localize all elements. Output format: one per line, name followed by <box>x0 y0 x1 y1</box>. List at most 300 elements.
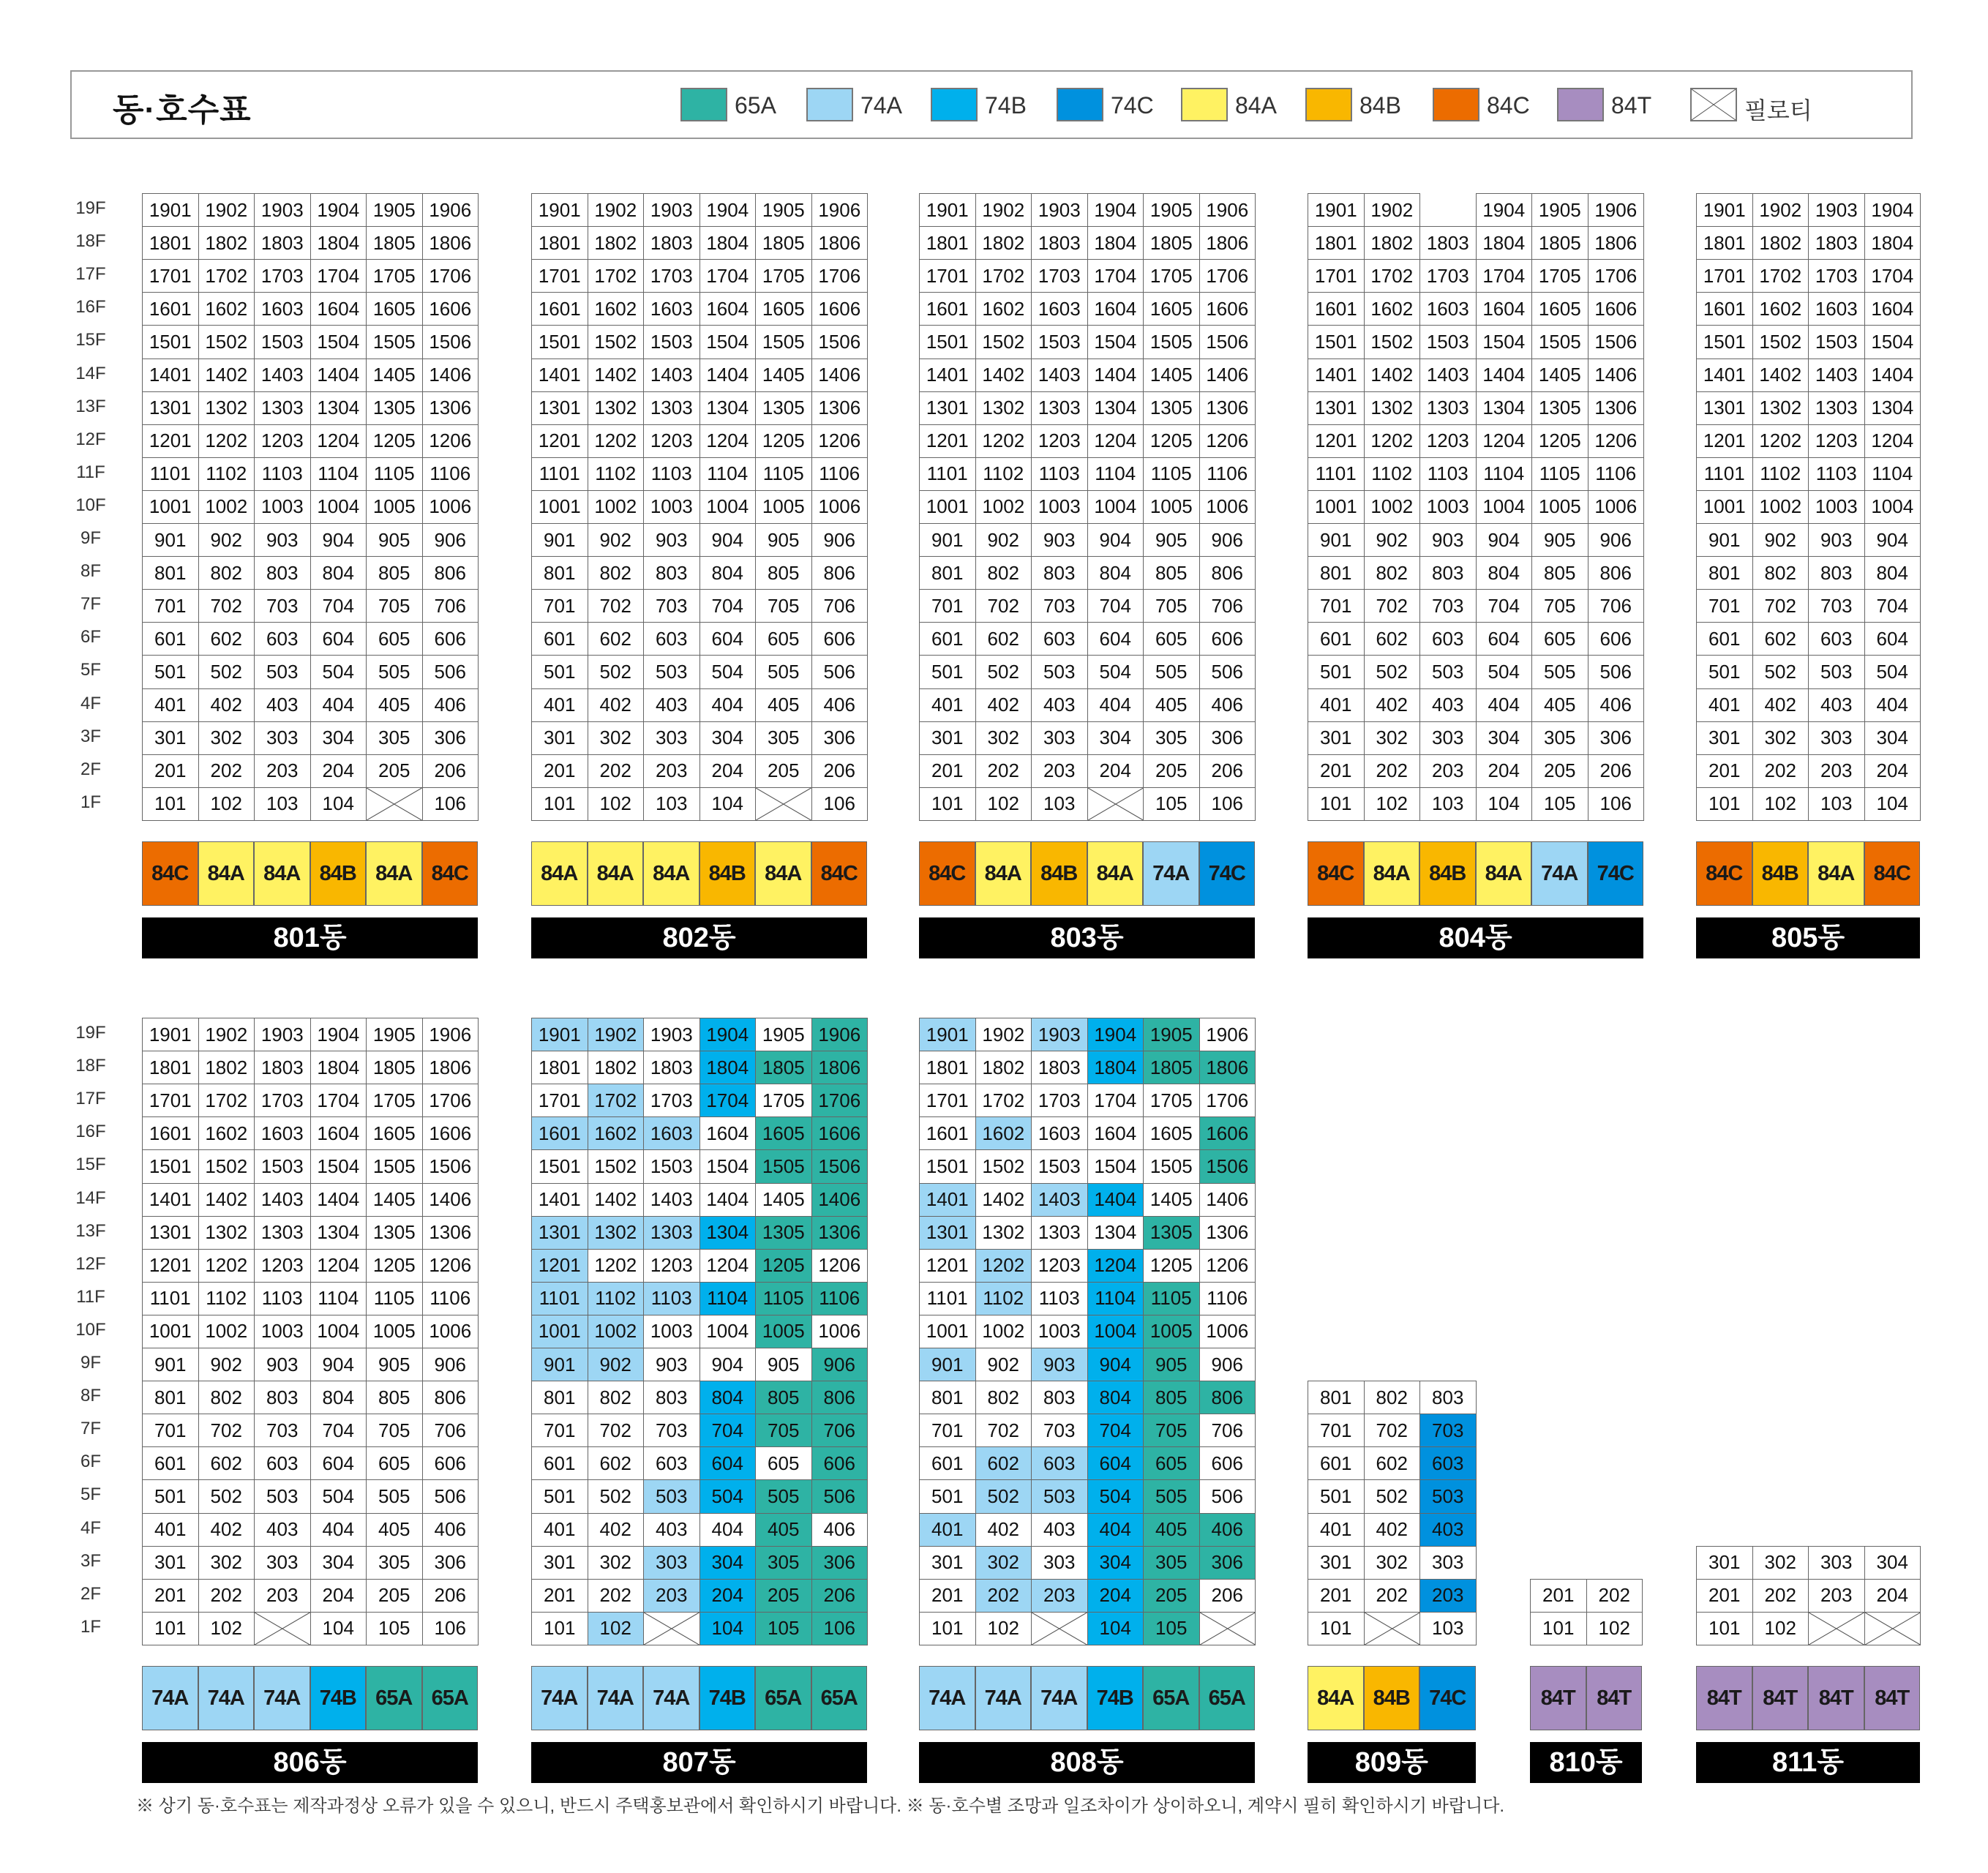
unit-cell[interactable]: 1403 <box>255 359 311 391</box>
unit-cell[interactable]: 903 <box>255 524 311 557</box>
unit-cell[interactable]: 803 <box>1420 1381 1477 1414</box>
unit-cell[interactable]: 1302 <box>198 391 255 424</box>
unit-cell[interactable]: 1403 <box>1032 359 1088 391</box>
unit-cell[interactable]: 1803 <box>644 227 700 260</box>
unit-cell[interactable]: 702 <box>198 590 255 623</box>
unit-cell[interactable]: 1906 <box>422 1018 479 1051</box>
unit-cell[interactable]: 306 <box>422 1546 479 1579</box>
unit-cell[interactable]: 1503 <box>1032 1150 1088 1183</box>
unit-cell[interactable]: 1005 <box>756 490 812 523</box>
unit-cell[interactable]: 1301 <box>532 1216 588 1249</box>
unit-cell[interactable]: 1005 <box>756 1315 812 1348</box>
unit-cell[interactable]: 1602 <box>588 1117 644 1150</box>
unit-cell[interactable]: 1206 <box>422 424 479 457</box>
unit-cell[interactable]: 1806 <box>811 1051 868 1084</box>
unit-cell[interactable]: 606 <box>1199 1447 1256 1480</box>
unit-cell[interactable]: 902 <box>1752 524 1809 557</box>
unit-cell[interactable]: 704 <box>1476 590 1532 623</box>
unit-cell[interactable]: 502 <box>1752 656 1809 688</box>
unit-cell[interactable]: 102 <box>198 1612 255 1645</box>
unit-cell[interactable]: 101 <box>532 787 588 820</box>
unit-cell[interactable]: 501 <box>143 1480 199 1513</box>
unit-cell[interactable]: 1602 <box>198 293 255 326</box>
unit-cell[interactable]: 1604 <box>699 293 756 326</box>
unit-cell[interactable]: 1003 <box>1809 490 1865 523</box>
unit-cell[interactable]: 402 <box>975 1513 1032 1546</box>
unit-cell[interactable]: 901 <box>920 1348 976 1381</box>
unit-cell[interactable]: 1302 <box>975 391 1032 424</box>
unit-cell[interactable]: 904 <box>1087 524 1144 557</box>
unit-cell[interactable]: 105 <box>1144 1612 1200 1645</box>
unit-cell[interactable]: 1302 <box>198 1216 255 1249</box>
unit-cell[interactable]: 701 <box>143 590 199 623</box>
unit-cell[interactable]: 606 <box>1588 623 1644 656</box>
unit-cell[interactable]: 205 <box>1144 754 1200 787</box>
unit-cell[interactable]: 1504 <box>1864 326 1921 359</box>
unit-cell[interactable]: 105 <box>367 1612 423 1645</box>
unit-cell[interactable]: 1106 <box>1199 457 1256 490</box>
unit-cell[interactable]: 1601 <box>920 293 976 326</box>
unit-cell[interactable]: 1603 <box>1420 293 1477 326</box>
unit-cell[interactable]: 303 <box>1032 1546 1088 1579</box>
unit-cell[interactable]: 503 <box>644 656 700 688</box>
unit-cell[interactable]: 1301 <box>1697 391 1753 424</box>
unit-cell[interactable]: 601 <box>143 1447 199 1480</box>
unit-cell[interactable]: 1602 <box>975 293 1032 326</box>
unit-cell[interactable]: 1905 <box>1144 1018 1200 1051</box>
unit-cell[interactable]: 403 <box>644 688 700 721</box>
unit-cell[interactable]: 206 <box>1199 754 1256 787</box>
unit-cell[interactable]: 1004 <box>1087 490 1144 523</box>
unit-cell[interactable]: 404 <box>699 1513 756 1546</box>
unit-cell[interactable]: 1003 <box>1032 1315 1088 1348</box>
unit-cell[interactable]: 905 <box>1532 524 1588 557</box>
unit-cell[interactable]: 1202 <box>198 1249 255 1282</box>
unit-cell[interactable]: 1605 <box>1144 1117 1200 1150</box>
unit-cell[interactable]: 801 <box>920 557 976 590</box>
unit-cell[interactable]: 1501 <box>143 1150 199 1183</box>
unit-cell[interactable]: 502 <box>588 1480 644 1513</box>
unit-cell[interactable]: 1701 <box>532 1084 588 1117</box>
unit-cell[interactable]: 101 <box>1308 1612 1365 1645</box>
unit-cell[interactable]: 804 <box>699 1381 756 1414</box>
unit-cell[interactable]: 1406 <box>1199 1183 1256 1216</box>
unit-cell[interactable]: 703 <box>644 1414 700 1447</box>
unit-cell[interactable]: 803 <box>255 557 311 590</box>
unit-cell[interactable]: 204 <box>310 754 367 787</box>
unit-cell[interactable]: 406 <box>422 1513 479 1546</box>
unit-cell[interactable]: 202 <box>198 754 255 787</box>
unit-cell[interactable]: 1802 <box>588 227 644 260</box>
unit-cell[interactable]: 502 <box>1364 656 1420 688</box>
unit-cell[interactable]: 201 <box>532 754 588 787</box>
unit-cell[interactable]: 705 <box>756 1414 812 1447</box>
unit-cell[interactable]: 405 <box>1144 1513 1200 1546</box>
unit-cell[interactable]: 902 <box>975 1348 1032 1381</box>
unit-cell[interactable]: 1604 <box>1476 293 1532 326</box>
unit-cell[interactable]: 1006 <box>1199 490 1256 523</box>
unit-cell[interactable]: 705 <box>367 590 423 623</box>
unit-cell[interactable]: 1505 <box>1144 1150 1200 1183</box>
unit-cell[interactable]: 303 <box>255 1546 311 1579</box>
unit-cell[interactable]: 1803 <box>1809 227 1865 260</box>
unit-cell[interactable]: 1601 <box>920 1117 976 1150</box>
unit-cell[interactable]: 1305 <box>367 391 423 424</box>
unit-cell[interactable]: 1103 <box>1032 457 1088 490</box>
unit-cell[interactable]: 1202 <box>1364 424 1420 457</box>
unit-cell[interactable]: 502 <box>198 1480 255 1513</box>
unit-cell[interactable]: 706 <box>422 590 479 623</box>
unit-cell[interactable]: 703 <box>644 590 700 623</box>
unit-cell[interactable]: 1804 <box>310 1051 367 1084</box>
unit-cell[interactable]: 901 <box>532 524 588 557</box>
unit-cell[interactable]: 1602 <box>975 1117 1032 1150</box>
unit-cell[interactable]: 806 <box>1199 1381 1256 1414</box>
unit-cell[interactable]: 301 <box>1697 1546 1753 1579</box>
unit-cell[interactable]: 805 <box>367 557 423 590</box>
unit-cell[interactable]: 1204 <box>1864 424 1921 457</box>
unit-cell[interactable]: 404 <box>1476 688 1532 721</box>
unit-cell[interactable]: 702 <box>975 590 1032 623</box>
unit-cell[interactable]: 301 <box>1308 721 1365 754</box>
unit-cell[interactable]: 101 <box>143 1612 199 1645</box>
unit-cell[interactable]: 1906 <box>1199 194 1256 227</box>
unit-cell[interactable]: 1106 <box>422 1282 479 1315</box>
unit-cell[interactable]: 1003 <box>1032 490 1088 523</box>
unit-cell[interactable]: 1304 <box>1864 391 1921 424</box>
unit-cell[interactable]: 106 <box>1199 787 1256 820</box>
unit-cell[interactable]: 505 <box>367 656 423 688</box>
unit-cell[interactable]: 604 <box>699 623 756 656</box>
unit-cell[interactable]: 1402 <box>588 1183 644 1216</box>
unit-cell[interactable]: 1905 <box>367 194 423 227</box>
unit-cell[interactable]: 1401 <box>143 1183 199 1216</box>
unit-cell[interactable]: 602 <box>198 1447 255 1480</box>
unit-cell[interactable]: 1704 <box>699 260 756 293</box>
unit-cell[interactable]: 1602 <box>198 1117 255 1150</box>
unit-cell[interactable]: 1603 <box>644 1117 700 1150</box>
unit-cell[interactable]: 701 <box>532 1414 588 1447</box>
unit-cell[interactable]: 1302 <box>588 391 644 424</box>
unit-cell[interactable]: 204 <box>1864 1579 1921 1612</box>
unit-cell[interactable]: 1804 <box>1476 227 1532 260</box>
unit-cell[interactable]: 1006 <box>1588 490 1644 523</box>
unit-cell[interactable]: 1903 <box>644 1018 700 1051</box>
unit-cell[interactable]: 406 <box>811 688 868 721</box>
unit-cell[interactable]: 906 <box>1199 524 1256 557</box>
unit-cell[interactable]: 1101 <box>1697 457 1753 490</box>
unit-cell[interactable]: 1002 <box>975 490 1032 523</box>
unit-cell[interactable]: 1603 <box>644 293 700 326</box>
unit-cell[interactable]: 1503 <box>1420 326 1477 359</box>
unit-cell[interactable]: 1606 <box>422 1117 479 1150</box>
unit-cell[interactable]: 702 <box>198 1414 255 1447</box>
unit-cell[interactable]: 1103 <box>1809 457 1865 490</box>
unit-cell[interactable]: 1405 <box>1144 359 1200 391</box>
unit-cell[interactable]: 1805 <box>367 227 423 260</box>
unit-cell[interactable]: 205 <box>1532 754 1588 787</box>
unit-cell[interactable]: 1106 <box>1588 457 1644 490</box>
unit-cell[interactable]: 1202 <box>1752 424 1809 457</box>
unit-cell[interactable]: 1802 <box>975 227 1032 260</box>
unit-cell[interactable]: 1506 <box>811 326 868 359</box>
unit-cell[interactable]: 1105 <box>367 1282 423 1315</box>
unit-cell[interactable]: 503 <box>644 1480 700 1513</box>
unit-cell[interactable]: 1702 <box>975 1084 1032 1117</box>
unit-cell[interactable]: 205 <box>367 754 423 787</box>
unit-cell[interactable]: 202 <box>198 1579 255 1612</box>
unit-cell[interactable]: 506 <box>1588 656 1644 688</box>
unit-cell[interactable]: 503 <box>1032 1480 1088 1513</box>
unit-cell[interactable]: 1805 <box>1144 1051 1200 1084</box>
unit-cell[interactable]: 505 <box>756 656 812 688</box>
unit-cell[interactable]: 1006 <box>811 1315 868 1348</box>
unit-cell[interactable]: 504 <box>1476 656 1532 688</box>
unit-cell[interactable]: 1702 <box>198 260 255 293</box>
unit-cell[interactable]: 503 <box>1809 656 1865 688</box>
unit-cell[interactable]: 1005 <box>1532 490 1588 523</box>
unit-cell[interactable]: 1701 <box>920 1084 976 1117</box>
unit-cell[interactable]: 704 <box>699 590 756 623</box>
unit-cell[interactable]: 306 <box>1588 721 1644 754</box>
unit-cell[interactable]: 1105 <box>1144 457 1200 490</box>
unit-cell[interactable]: 1803 <box>255 227 311 260</box>
unit-cell[interactable]: 605 <box>1532 623 1588 656</box>
unit-cell[interactable]: 704 <box>1864 590 1921 623</box>
unit-cell[interactable]: 1103 <box>1420 457 1477 490</box>
unit-cell[interactable]: 1503 <box>1032 326 1088 359</box>
unit-cell[interactable]: 1704 <box>310 1084 367 1117</box>
unit-cell[interactable]: 904 <box>1864 524 1921 557</box>
unit-cell[interactable]: 1905 <box>1144 194 1200 227</box>
unit-cell[interactable]: 602 <box>975 623 1032 656</box>
unit-cell[interactable]: 706 <box>1199 590 1256 623</box>
unit-cell[interactable]: 302 <box>1364 1546 1420 1579</box>
unit-cell[interactable]: 403 <box>255 1513 311 1546</box>
unit-cell[interactable]: 1906 <box>422 194 479 227</box>
unit-cell[interactable]: 1003 <box>255 1315 311 1348</box>
unit-cell[interactable]: 1103 <box>644 457 700 490</box>
unit-cell[interactable]: 1203 <box>1809 424 1865 457</box>
unit-cell[interactable]: 1406 <box>422 1183 479 1216</box>
unit-cell[interactable]: 1606 <box>1199 1117 1256 1150</box>
unit-cell[interactable]: 1106 <box>811 1282 868 1315</box>
unit-cell[interactable]: 905 <box>1144 1348 1200 1381</box>
unit-cell[interactable]: 1305 <box>367 1216 423 1249</box>
unit-cell[interactable]: 702 <box>1752 590 1809 623</box>
unit-cell[interactable]: 1502 <box>975 326 1032 359</box>
unit-cell[interactable]: 1301 <box>920 1216 976 1249</box>
unit-cell[interactable]: 104 <box>699 787 756 820</box>
unit-cell[interactable]: 704 <box>699 1414 756 1447</box>
unit-cell[interactable]: 1203 <box>255 424 311 457</box>
unit-cell[interactable]: 1306 <box>811 391 868 424</box>
unit-cell[interactable]: 1405 <box>367 1183 423 1216</box>
unit-cell[interactable]: 606 <box>422 623 479 656</box>
unit-cell[interactable]: 1303 <box>644 391 700 424</box>
unit-cell[interactable]: 1405 <box>1144 1183 1200 1216</box>
unit-cell[interactable]: 205 <box>756 1579 812 1612</box>
unit-cell[interactable]: 504 <box>310 1480 367 1513</box>
unit-cell[interactable]: 1802 <box>198 1051 255 1084</box>
unit-cell[interactable]: 301 <box>532 1546 588 1579</box>
unit-cell[interactable]: 1501 <box>920 326 976 359</box>
unit-cell[interactable]: 1703 <box>1420 260 1477 293</box>
unit-cell[interactable]: 106 <box>422 787 479 820</box>
unit-cell[interactable]: 802 <box>198 557 255 590</box>
unit-cell[interactable]: 804 <box>699 557 756 590</box>
unit-cell[interactable]: 903 <box>644 1348 700 1381</box>
unit-cell[interactable]: 1506 <box>811 1150 868 1183</box>
unit-cell[interactable]: 603 <box>1809 623 1865 656</box>
unit-cell[interactable]: 1301 <box>532 391 588 424</box>
unit-cell[interactable]: 1304 <box>310 1216 367 1249</box>
unit-cell[interactable]: 102 <box>588 1612 644 1645</box>
unit-cell[interactable]: 302 <box>198 1546 255 1579</box>
unit-cell[interactable]: 702 <box>588 590 644 623</box>
unit-cell[interactable]: 701 <box>920 590 976 623</box>
unit-cell[interactable]: 202 <box>588 754 644 787</box>
unit-cell[interactable]: 806 <box>811 557 868 590</box>
unit-cell[interactable]: 901 <box>143 1348 199 1381</box>
unit-cell[interactable]: 301 <box>920 1546 976 1579</box>
unit-cell[interactable]: 1804 <box>1087 1051 1144 1084</box>
unit-cell[interactable]: 906 <box>1199 1348 1256 1381</box>
unit-cell[interactable]: 602 <box>1364 623 1420 656</box>
unit-cell[interactable]: 402 <box>588 688 644 721</box>
unit-cell[interactable]: 806 <box>422 557 479 590</box>
unit-cell[interactable]: 1704 <box>1476 260 1532 293</box>
unit-cell[interactable]: 802 <box>588 1381 644 1414</box>
unit-cell[interactable]: 402 <box>588 1513 644 1546</box>
unit-cell[interactable]: 1204 <box>1087 424 1144 457</box>
unit-cell[interactable]: 901 <box>1308 524 1365 557</box>
unit-cell[interactable]: 406 <box>422 688 479 721</box>
unit-cell[interactable]: 701 <box>1308 1414 1365 1447</box>
unit-cell[interactable]: 103 <box>644 787 700 820</box>
unit-cell[interactable]: 1105 <box>367 457 423 490</box>
unit-cell[interactable]: 803 <box>1420 557 1477 590</box>
unit-cell[interactable]: 1704 <box>1087 260 1144 293</box>
unit-cell[interactable]: 1005 <box>1144 490 1200 523</box>
unit-cell[interactable]: 1205 <box>1144 424 1200 457</box>
unit-cell[interactable]: 1104 <box>1087 457 1144 490</box>
unit-cell[interactable]: 401 <box>1308 1513 1365 1546</box>
unit-cell[interactable]: 1104 <box>1864 457 1921 490</box>
unit-cell[interactable]: 302 <box>588 1546 644 1579</box>
unit-cell[interactable]: 1002 <box>975 1315 1032 1348</box>
unit-cell[interactable]: 704 <box>1087 590 1144 623</box>
unit-cell[interactable]: 301 <box>532 721 588 754</box>
unit-cell[interactable]: 702 <box>975 1414 1032 1447</box>
unit-cell[interactable]: 1902 <box>975 1018 1032 1051</box>
unit-cell[interactable]: 503 <box>255 1480 311 1513</box>
unit-cell[interactable]: 1101 <box>143 1282 199 1315</box>
unit-cell[interactable]: 705 <box>756 590 812 623</box>
unit-cell[interactable]: 506 <box>811 656 868 688</box>
unit-cell[interactable]: 1506 <box>422 326 479 359</box>
unit-cell[interactable]: 1103 <box>1032 1282 1088 1315</box>
unit-cell[interactable]: 1003 <box>1420 490 1477 523</box>
unit-cell[interactable]: 702 <box>1364 590 1420 623</box>
unit-cell[interactable]: 706 <box>1199 1414 1256 1447</box>
unit-cell[interactable]: 1404 <box>310 1183 367 1216</box>
unit-cell[interactable]: 1805 <box>367 1051 423 1084</box>
unit-cell[interactable]: 1405 <box>756 1183 812 1216</box>
unit-cell[interactable]: 1602 <box>588 293 644 326</box>
unit-cell[interactable]: 906 <box>811 1348 868 1381</box>
unit-cell[interactable]: 503 <box>255 656 311 688</box>
unit-cell[interactable]: 805 <box>756 557 812 590</box>
unit-cell[interactable]: 1301 <box>920 391 976 424</box>
unit-cell[interactable]: 1104 <box>310 457 367 490</box>
unit-cell[interactable]: 202 <box>1364 754 1420 787</box>
unit-cell[interactable]: 1504 <box>1476 326 1532 359</box>
unit-cell[interactable]: 1101 <box>920 1282 976 1315</box>
unit-cell[interactable]: 404 <box>310 688 367 721</box>
unit-cell[interactable]: 1203 <box>644 424 700 457</box>
unit-cell[interactable]: 1101 <box>532 1282 588 1315</box>
unit-cell[interactable]: 1306 <box>422 1216 479 1249</box>
unit-cell[interactable]: 1105 <box>756 457 812 490</box>
unit-cell[interactable]: 502 <box>1364 1480 1420 1513</box>
unit-cell[interactable]: 406 <box>1199 1513 1256 1546</box>
unit-cell[interactable]: 304 <box>1476 721 1532 754</box>
unit-cell[interactable]: 1902 <box>588 194 644 227</box>
unit-cell[interactable]: 1501 <box>920 1150 976 1183</box>
unit-cell[interactable]: 1606 <box>811 1117 868 1150</box>
unit-cell[interactable]: 301 <box>920 721 976 754</box>
unit-cell[interactable]: 902 <box>1364 524 1420 557</box>
unit-cell[interactable]: 1204 <box>699 1249 756 1282</box>
unit-cell[interactable]: 1001 <box>532 490 588 523</box>
unit-cell[interactable]: 1106 <box>1199 1282 1256 1315</box>
unit-cell[interactable]: 1802 <box>588 1051 644 1084</box>
unit-cell[interactable]: 706 <box>1588 590 1644 623</box>
unit-cell[interactable]: 1903 <box>1032 194 1088 227</box>
unit-cell[interactable]: 1201 <box>920 424 976 457</box>
unit-cell[interactable]: 1702 <box>588 260 644 293</box>
unit-cell[interactable]: 703 <box>255 1414 311 1447</box>
unit-cell[interactable]: 505 <box>1144 656 1200 688</box>
unit-cell[interactable]: 206 <box>1199 1579 1256 1612</box>
unit-cell[interactable]: 1703 <box>1809 260 1865 293</box>
unit-cell[interactable]: 705 <box>1532 590 1588 623</box>
unit-cell[interactable]: 1806 <box>1199 227 1256 260</box>
unit-cell[interactable]: 1904 <box>699 194 756 227</box>
unit-cell[interactable]: 801 <box>1308 557 1365 590</box>
unit-cell[interactable]: 1902 <box>198 194 255 227</box>
unit-cell[interactable]: 905 <box>367 524 423 557</box>
unit-cell[interactable]: 1706 <box>811 1084 868 1117</box>
unit-cell[interactable]: 904 <box>699 1348 756 1381</box>
unit-cell[interactable]: 304 <box>699 1546 756 1579</box>
unit-cell[interactable]: 801 <box>1308 1381 1365 1414</box>
unit-cell[interactable]: 101 <box>1697 787 1753 820</box>
unit-cell[interactable]: 204 <box>1087 1579 1144 1612</box>
unit-cell[interactable]: 1304 <box>699 1216 756 1249</box>
unit-cell[interactable]: 1204 <box>310 1249 367 1282</box>
unit-cell[interactable]: 705 <box>1144 1414 1200 1447</box>
unit-cell[interactable]: 903 <box>1420 524 1477 557</box>
unit-cell[interactable]: 1201 <box>532 424 588 457</box>
unit-cell[interactable]: 101 <box>1308 787 1365 820</box>
unit-cell[interactable]: 1806 <box>1588 227 1644 260</box>
unit-cell[interactable]: 1406 <box>422 359 479 391</box>
unit-cell[interactable]: 904 <box>699 524 756 557</box>
unit-cell[interactable]: 1201 <box>1308 424 1365 457</box>
unit-cell[interactable]: 1202 <box>198 424 255 457</box>
